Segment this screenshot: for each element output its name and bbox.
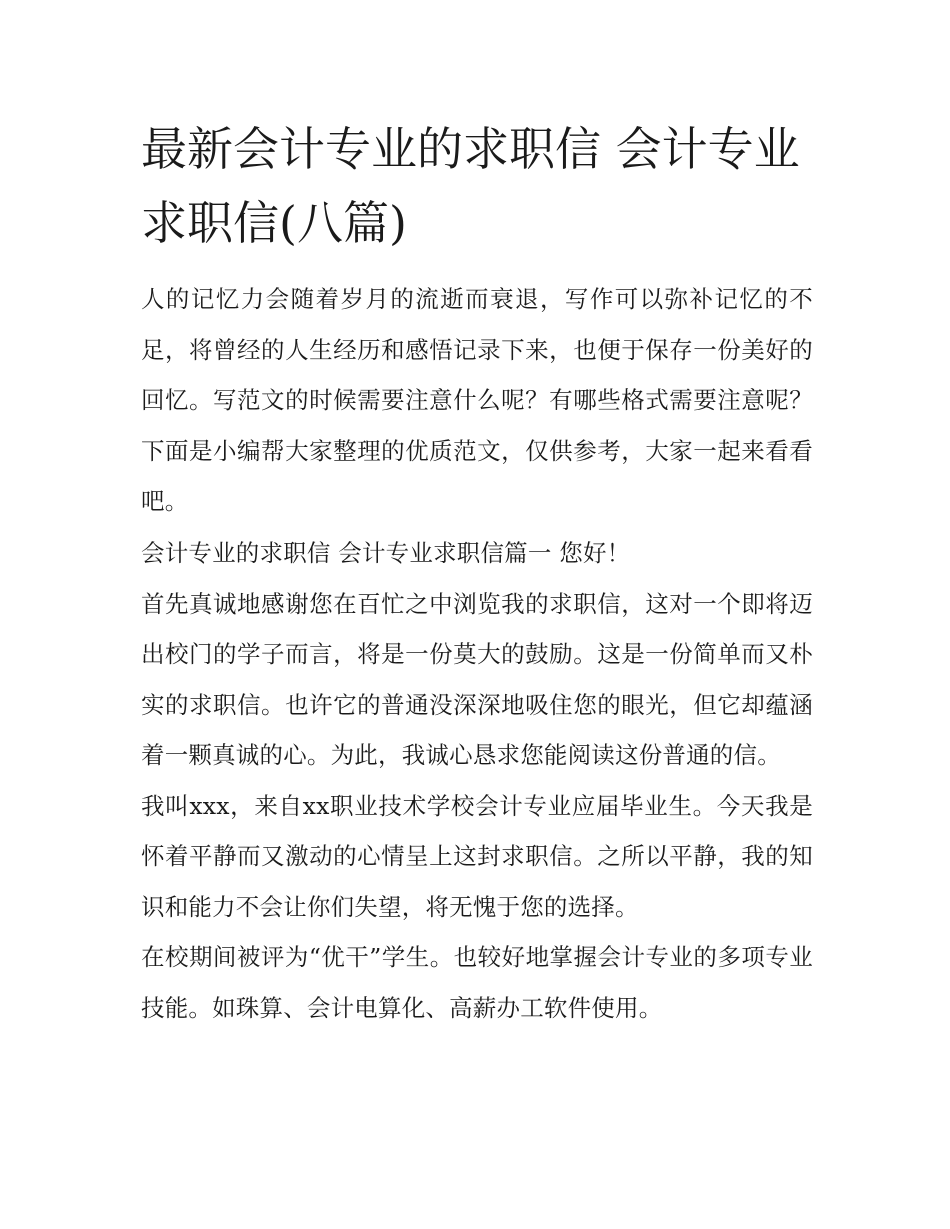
body-paragraph-2: 我叫xxx，来自xx职业技术学校会计专业应届毕业生。今天我是怀着平静而又激动的心情呈上这封求职信。之所以平静，我的知识和能力不会让你们失望，将无愧于您的选择。	[141, 791, 813, 921]
document-title: 最新会计专业的求职信 会计专业求职信(八篇)	[141, 122, 800, 250]
body-paragraph-3: 在校期间被评为“优干”学生。也较好地掌握会计专业的多项专业技能。如珠算、会计电算化、高薪办工软件使用。	[141, 943, 813, 1022]
body-paragraph-1: 首先真诚地感谢您在百忙之中浏览我的求职信，这对一个即将迈出校门的学子而言，将是一份莫大的鼓励。这是一份简单而又朴实的求职信。也许它的普通没深深地吸住您的眼光，但它却蕴涵着一颗真诚的心。为此，我诚心恳求您能阅读这份普通的信。	[141, 589, 813, 769]
document-page	[141, 112, 813, 1033]
letter-heading-paragraph: 会计专业的求职信 会计专业求职信篇一 您好！	[141, 538, 631, 567]
intro-paragraph: 人的记忆力会随着岁月的流逝而衰退，写作可以弥补记忆的不足，将曾经的人生经历和感悟记录下来，也便于保存一份美好的回忆。写范文的时候需要注意什么呢？有哪些格式需要注意呢？下面是小编帮大家整理的优质范文，仅供参考，大家一起来看看吧。	[141, 285, 813, 515]
